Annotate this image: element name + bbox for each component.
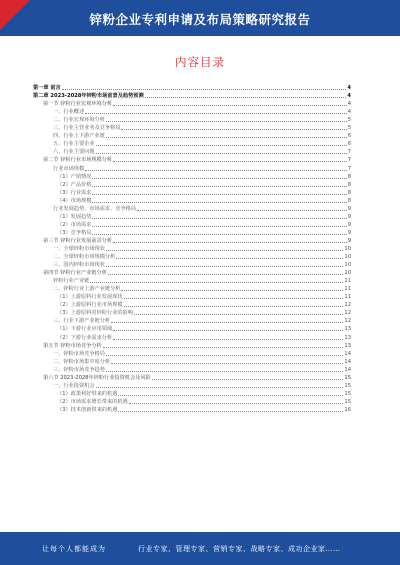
page-footer (0, 532, 400, 565)
toc-entry-page: 10 (344, 262, 351, 269)
toc-entry[interactable] (33, 229, 351, 237)
toc-entry-title: 三、行业下游产业链分析 (53, 318, 111, 325)
toc-entry-page: 15 (344, 390, 351, 397)
toc-leader-dots (92, 234, 346, 235)
toc-entry[interactable] (33, 84, 351, 92)
toc-entry[interactable] (33, 164, 351, 172)
toc-entry-page: 15 (344, 374, 351, 381)
toc-entry-title: 五、行业主要企业 (53, 141, 95, 148)
toc-entry[interactable] (33, 140, 351, 148)
toc-leader-dots (90, 282, 343, 283)
toc-entry[interactable] (33, 213, 351, 221)
toc-entry-title: 六、行业主要问题 (53, 149, 95, 156)
toc-entry[interactable] (33, 366, 351, 374)
toc-entry-title: （2）下游行业需求分析 (57, 334, 113, 341)
toc-leader-dots (106, 266, 344, 267)
toc-entry-title: 二、全球锌粉市场规模分析 (53, 254, 116, 261)
toc-entry[interactable] (33, 350, 351, 358)
toc-entry[interactable] (33, 100, 351, 108)
toc-leader-dots (92, 186, 346, 187)
toc-entry[interactable] (33, 317, 351, 325)
toc-entry-title: 一、行业投资机会 (53, 382, 95, 389)
toc-entry-title: （3）竞争格局 (57, 229, 92, 236)
toc-entry-page: 7 (347, 157, 351, 164)
toc-leader-dots (106, 137, 347, 138)
toc-entry-title: 第三节 锌粉行业发展前景分析 (43, 237, 113, 244)
toc-entry[interactable] (33, 309, 351, 317)
toc-entry-page: 12 (344, 310, 351, 317)
toc-entry[interactable] (33, 148, 351, 156)
toc-entry[interactable] (33, 245, 351, 253)
toc-entry[interactable] (33, 285, 351, 293)
toc-leader-dots (145, 97, 347, 98)
toc-entry-page: 9 (347, 237, 351, 244)
toc-entry[interactable] (33, 156, 351, 164)
toc-leader-dots (116, 258, 343, 259)
toc-leader-dots (106, 121, 347, 122)
toc-entry[interactable] (33, 132, 351, 140)
toc-leader-dots (113, 105, 347, 106)
toc-entry-page: 6 (347, 133, 351, 140)
toc-entry[interactable] (33, 108, 351, 116)
toc-entry[interactable] (33, 253, 351, 261)
toc-leader-dots (121, 290, 343, 291)
toc-entry-page: 8 (347, 189, 351, 196)
toc-leader-dots (62, 89, 347, 90)
toc-leader-dots (129, 403, 344, 404)
footer-slogan: 让每个人都能成为 (42, 545, 106, 553)
toc-entry-page: 9 (347, 205, 351, 212)
toc-entry-title: 第一章 前言 (33, 85, 61, 92)
toc-leader-dots (118, 411, 343, 412)
toc-entry-page: 11 (344, 278, 351, 285)
toc-leader-dots (113, 339, 343, 340)
toc-entry-title: 三、行业主营业务及竞争格局 (53, 125, 121, 132)
toc-entry[interactable] (33, 237, 351, 245)
toc-entry-page: 12 (344, 302, 351, 309)
toc-leader-dots (92, 178, 346, 179)
toc-entry-title: 二、锌粉行业上游产业链分析 (53, 286, 121, 293)
toc-entry-page: 8 (347, 173, 351, 180)
toc-entry[interactable] (33, 173, 351, 181)
toc-entry-page: 14 (344, 358, 351, 365)
toc-leader-dots (103, 347, 344, 348)
toc-leader-dots (121, 129, 346, 130)
toc-entry-title: 行业发展趋势、市场需求、竞争格局 (53, 205, 137, 212)
toc-entry-title: （1）下游行业应用领域 (57, 326, 113, 333)
toc-entry-page: 5 (347, 117, 351, 124)
toc-leader-dots (152, 379, 344, 380)
page-header (0, 0, 400, 36)
toc-entry-page: 15 (344, 398, 351, 405)
toc-entry-title: 第二章 2023-2028年锌粉市场前景及趋势预测 (33, 93, 144, 100)
toc-entry-title: 第五节 锌粉市场竞争分析 (43, 342, 102, 349)
toc-leader-dots (137, 210, 347, 211)
toc-entry[interactable] (33, 390, 351, 398)
toc-leader-dots (92, 226, 346, 227)
toc-entry[interactable] (33, 221, 351, 229)
toc-entry-title: （3）技术创新带来的机遇 (57, 406, 118, 413)
toc-entry[interactable] (33, 301, 351, 309)
toc-entry-page: 13 (344, 342, 351, 349)
toc-leader-dots (106, 371, 344, 372)
toc-entry-title: 第二节 锌粉行业市场规模分析 (43, 157, 113, 164)
toc-entry-title: （2）市场需求 (57, 221, 92, 228)
toc-leader-dots (124, 298, 344, 299)
toc-leader-dots (96, 145, 347, 146)
toc-heading: 内容目录 (175, 55, 225, 69)
toc-leader-dots (96, 153, 347, 154)
toc-entry[interactable] (33, 406, 351, 414)
toc-entry-title: 三、锌粉市场竞争趋势 (53, 366, 105, 373)
toc-entry-page: 4 (347, 85, 351, 92)
toc-entry-title: 三、国内锌粉市场现状 (53, 262, 105, 269)
toc-entry-title: 一、锌粉市场竞争格局 (53, 350, 105, 357)
toc-leader-dots (108, 274, 343, 275)
toc-entry-page: 10 (344, 245, 351, 252)
toc-entry[interactable] (33, 382, 351, 390)
footer-roles: 行业专家、管理专家、营销专家、战略专家、成功企业家…… (138, 545, 341, 553)
toc-entry-page: 7 (347, 149, 351, 156)
toc-entry-page: 5 (347, 125, 351, 132)
toc-entry-title: （3）上游原料对锌粉行业的影响 (57, 310, 133, 317)
toc-entry-title: （1）上游原料行业发展现状 (57, 294, 123, 301)
toc-entry-page: 10 (344, 270, 351, 277)
toc-leader-dots (134, 314, 343, 315)
toc-entry-title: （1）发展趋势 (57, 213, 92, 220)
table-of-contents (33, 84, 351, 414)
toc-entry-page: 4 (347, 101, 351, 108)
toc-entry-page: 4 (347, 93, 351, 100)
toc-entry[interactable] (33, 116, 351, 124)
toc-entry[interactable] (33, 277, 351, 285)
toc-leader-dots (92, 218, 346, 219)
toc-entry[interactable] (33, 374, 351, 382)
toc-leader-dots (111, 322, 343, 323)
toc-leader-dots (92, 202, 346, 203)
toc-entry[interactable] (33, 205, 351, 213)
toc-leader-dots (113, 161, 347, 162)
toc-entry-title: 第四节 锌粉行业产业链分析 (43, 270, 107, 277)
toc-entry-page: 8 (347, 181, 351, 188)
toc-entry-page: 9 (347, 213, 351, 220)
toc-entry-title: 行业市场规模 (53, 165, 85, 172)
toc-leader-dots (111, 363, 343, 364)
toc-entry[interactable] (33, 342, 351, 350)
toc-entry-page: 14 (344, 366, 351, 373)
toc-entry[interactable] (33, 181, 351, 189)
toc-entry-page: 12 (344, 318, 351, 325)
toc-entry-title: （4）市场规模 (57, 197, 92, 204)
toc-entry[interactable] (33, 197, 351, 205)
toc-entry[interactable] (33, 189, 351, 197)
toc-leader-dots (106, 355, 344, 356)
toc-entry-title: （3）行业需求 (57, 189, 92, 196)
toc-entry[interactable] (33, 398, 351, 406)
toc-entry-page: 8 (347, 197, 351, 204)
toc-entry-title: 一、全球锌粉市场现状 (53, 245, 105, 252)
toc-leader-dots (113, 330, 343, 331)
toc-entry-title: 一、行业概述 (53, 109, 85, 116)
toc-entry-page: 11 (344, 286, 351, 293)
toc-leader-dots (124, 306, 344, 307)
toc-entry-page: 16 (344, 406, 351, 413)
toc-leader-dots (85, 113, 347, 114)
toc-entry-title: （2）上游原料行业市场规模 (57, 302, 123, 309)
toc-entry[interactable] (33, 124, 351, 132)
toc-leader-dots (96, 387, 344, 388)
toc-leader-dots (85, 170, 347, 171)
toc-entry[interactable] (33, 333, 351, 341)
toc-entry-page: 9 (347, 229, 351, 236)
toc-entry-page: 7 (347, 165, 351, 172)
toc-entry-page: 4 (347, 109, 351, 116)
report-title: 锌粉企业专利申请及布局策略研究报告 (89, 12, 311, 27)
toc-entry[interactable] (33, 269, 351, 277)
toc-entry[interactable] (33, 261, 351, 269)
toc-leader-dots (113, 242, 347, 243)
toc-entry[interactable] (33, 293, 351, 301)
toc-entry-title: （1）产销情况 (57, 173, 92, 180)
toc-entry-title: 二、锌粉市场集中度分析 (53, 358, 111, 365)
toc-entry-page: 11 (344, 294, 351, 301)
toc-entry-page: 6 (347, 141, 351, 148)
toc-entry[interactable] (33, 92, 351, 100)
toc-entry-page: 14 (344, 350, 351, 357)
toc-entry-page: 15 (344, 382, 351, 389)
toc-entry-title: （1）政策利好带来的机遇 (57, 390, 118, 397)
toc-leader-dots (106, 250, 344, 251)
toc-entry-page: 9 (347, 221, 351, 228)
toc-entry[interactable] (33, 325, 351, 333)
toc-entry-page: 10 (344, 254, 351, 261)
toc-entry-page: 13 (344, 334, 351, 341)
toc-entry-title: 四、行业上下游产业链 (53, 133, 105, 140)
toc-entry-title: 第六节 2023-2028年锌粉行业投资机会及风险 (43, 374, 151, 381)
toc-entry-page: 13 (344, 326, 351, 333)
toc-entry-title: （2）产品价格 (57, 181, 92, 188)
toc-entry[interactable] (33, 358, 351, 366)
toc-entry-title: 锌粉行业产业链 (53, 278, 90, 285)
toc-leader-dots (92, 194, 346, 195)
toc-entry-title: （2）市场需求增长带来的机遇 (57, 398, 128, 405)
toc-leader-dots (118, 395, 343, 396)
toc-entry-title: 第一节 锌粉行业宏观环境分析 (43, 101, 113, 108)
toc-entry-title: 二、行业宏观环境分析 (53, 117, 105, 124)
